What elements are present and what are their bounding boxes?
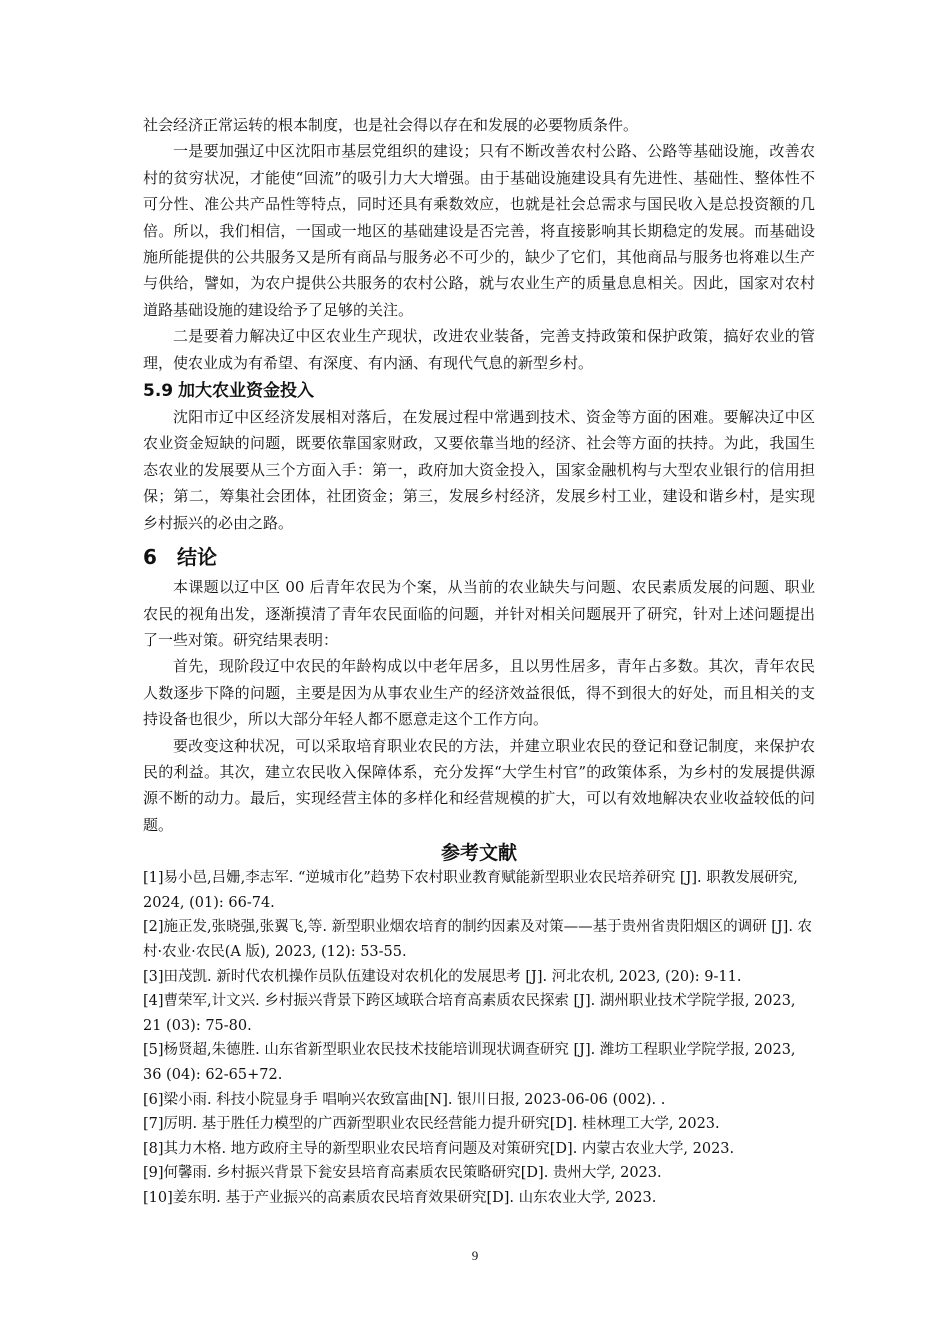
page-number: 9	[471, 1248, 479, 1263]
section-number: 6	[143, 545, 157, 570]
body-paragraph: 要改变这种状况，可以采取培育职业农民的方法，并建立职业农民的登记和登记制度，来保护农民的利益。其次，建立农民收入保障体系，充分发挥“大学生村官”的政策体系，为乡村的发展提供源源不断的动力。最后，实现经营主体的多样化和经营规模的扩大，可以有效地解决农业收益较低的问题。	[143, 736, 815, 834]
body-paragraph: 沈阳市辽中区经济发展相对落后，在发展过程中常遇到技术、资金等方面的困难。要解决辽中区农业资金短缺的问题，既要依靠国家财政，又要依靠当地的经济、社会等方面的扶持。为此，我国生态农业的发展要从三个方面入手：第一，政府加大资金投入，国家金融机构与大型农业银行的信用担保；第二，筹集社会团体，社团资金；第三，发展乡村经济，发展乡村工业，建设和谐乡村，是实现乡村振兴的必由之路。	[143, 408, 815, 532]
reference-item: [10]姜东明. 基于产业振兴的高素质农民培育效果研究[D]. 山东农业大学, 2023.	[143, 1189, 657, 1206]
reference-item: [4]曹荣军,计文兴. 乡村振兴背景下跨区域联合培育高素质农民探索 [J]. 湖州职业技术学院学报, 2023, 21 (03): 75-80.	[143, 993, 796, 1034]
section-title: 加大农业资金投入	[178, 381, 314, 402]
reference-item: [7]厉明. 基于胜任力模型的广西新型职业农民经营能力提升研究[D]. 桂林理工大学, 2023.	[143, 1116, 720, 1133]
body-paragraph: 社会经济正常运转的根本制度，也是社会得以存在和发展的必要物质条件。	[143, 116, 639, 134]
page-content	[143, 112, 815, 1210]
reference-list	[143, 866, 815, 1210]
body-paragraph: 二是要着力解决辽中区农业生产现状，改进农业装备，完善支持政策和保护政策，搞好农业的管理，使农业成为有希望、有深度、有内涵、有现代气息的新型乡村。	[143, 327, 815, 372]
section-heading-5-9	[143, 380, 815, 402]
reference-item: [3]田茂凯. 新时代农机操作员队伍建设对农机化的发展思考 [J]. 河北农机, 2023, (20): 9-11.	[143, 968, 742, 985]
reference-item: [6]梁小雨. 科技小院显身手 唱响兴农致富曲[N]. 银川日报, 2023-06-06 (002). .	[143, 1091, 666, 1108]
body-paragraph: 一是要加强辽中区沈阳市基层党组织的建设；只有不断改善农村公路、公路等基础设施，改善农村的贫穷状况，才能使“回流”的吸引力大大增强。由于基础设施建设具有先进性、基础性、整体性不可分性、准公共产品性等特点，同时还具有乘数效应，也就是社会总需求与国民收入是总投资额的几倍。所以，我们相信，一国或一地区的基础建设是否完善，将直接影响其长期稳定的发展。而基础设施所能提供的公共服务又是所有商品与服务必不可少的，缺少了它们，其他商品与服务也将难以生产与供给，譬如，为农户提供公共服务的农村公路，就与农业生产的质量息息相关。因此，国家对农村道路基础设施的建设给予了足够的关注。	[143, 142, 815, 319]
section-title: 结论	[177, 545, 217, 570]
reference-item: [9]何馨雨. 乡村振兴背景下瓮安县培育高素质农民策略研究[D]. 贵州大学, 2023.	[143, 1165, 662, 1182]
reference-item: [5]杨贤超,朱德胜. 山东省新型职业农民技术技能培训现状调查研究 [J]. 潍坊工程职业学院学报, 2023, 36 (04): 62-65+72.	[143, 1042, 796, 1083]
references-title: 参考文献	[440, 842, 517, 865]
reference-item: [1]易小邑,吕姗,李志军. “逆城市化”趋势下农村职业教育赋能新型职业农民培养研究 [J]. 职教发展研究, 2024, (01): 66-74.	[143, 870, 798, 911]
reference-item: [8]其力木格. 地方政府主导的新型职业农民培育问题及对策研究[D]. 内蒙古农业大学, 2023.	[143, 1140, 735, 1157]
body-paragraph: 本课题以辽中区 00 后青年农民为个案，从当前的农业缺失与问题、农民素质发展的问题、职业农民的视角出发，逐渐摸清了青年农民面临的问题，并针对相关问题展开了研究，针对上述问题提出了一些对策。研究结果表明：	[143, 578, 815, 649]
section-number: 5.9	[143, 381, 174, 402]
reference-item: [2]施正发,张晓强,张翼飞,等. 新型职业烟农培育的制约因素及对策——基于贵州省贵阳烟区的调研 [J]. 农村·农业·农民(A 版), 2023, (12): 53-55.	[143, 919, 813, 960]
body-paragraph: 首先，现阶段辽中农民的年龄构成以中老年居多，且以男性居多，青年占多数。其次，青年农民人数逐步下降的问题，主要是因为从事农业生产的经济效益很低，得不到很大的好处，而且相关的支持设备也很少，所以大部分年轻人都不愿意走这个工作方向。	[143, 657, 815, 729]
section-heading-6	[143, 544, 815, 570]
